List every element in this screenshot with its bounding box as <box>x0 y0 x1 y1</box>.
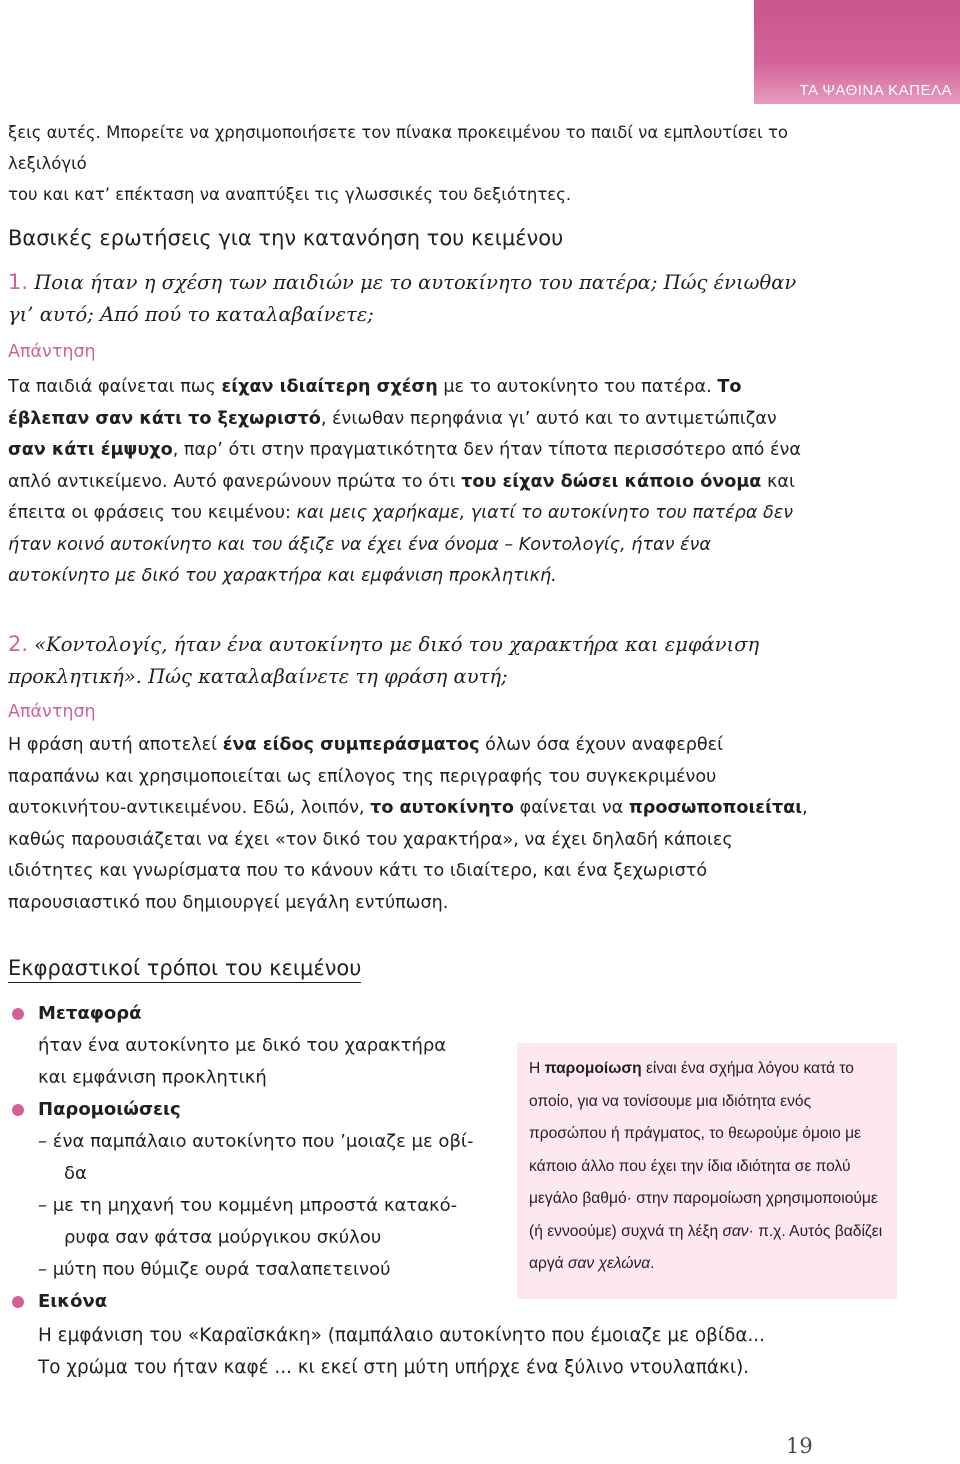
note-italic: σαν <box>722 1222 749 1240</box>
simile-note-box <box>517 1043 897 1299</box>
list-item <box>8 998 508 1030</box>
intro-line-1: ξεις αυτές. Μπορείτε να χρησιμοποιήσετε τον πίνακα προκειμένου το παιδί να εμπλουτίσει το λεξιλόγιό <box>8 123 789 173</box>
note-span: είναι ένα σχήμα λόγου κατά το οποίο, για να τονίσουμε μια ιδιότητα ενός προσώπου ή πράγματος, το θεωρούμε όμοιο με κάποιο άλλο που έχει την ίδια ιδιότητα σε πολύ μεγάλο βαθμό· στην παρομοίωση χρησιμοποιούμε (ή εννοούμε) συχνά τη λέξη <box>529 1060 878 1240</box>
device-line: – μύτη που θύμιζε ουρά τσαλαπετεινού <box>38 1259 391 1280</box>
answer-1-label: Απάντηση <box>8 342 96 362</box>
answer-1-span: , ένιωθαν περηφάνια γι’ αυτό και το αντιμετώπιζαν <box>320 408 777 429</box>
devices-list <box>8 998 508 1318</box>
answer-1-quote: και μεις χαρήκαμε, γιατί το αυτοκίνητο του πατέρα δεν ήταν κοινό αυτοκίνητο και του άξιζε να έχει ένα όνομα – Κοντολογίς, ήταν ένα αυτοκίνητο με δικό του χαρακτήρα και εμφάνιση προκλητική. <box>8 503 794 586</box>
answer-2-span: Η φράση αυτή αποτελεί <box>8 735 223 755</box>
device-line: – με τη μηχανή του κομμένη μπροστά κατακό- <box>38 1195 458 1216</box>
section-heading-devices: Εκφραστικοί τρόποι του κειμένου <box>8 956 361 983</box>
answer-1-span: με το αυτοκίνητο του πατέρα. <box>437 377 718 397</box>
note-span: · π.χ. Αυτός βαδίζει αργά <box>529 1222 883 1272</box>
answer-1-span: Τα παιδιά φαίνεται πως <box>8 377 222 397</box>
question-2-number: 2. <box>8 632 29 656</box>
device-line: – ένα παμπάλαιο αυτοκίνητο που ’μοιαζε με οβί- <box>38 1131 474 1152</box>
intro-line-2: του και κατ’ επέκταση να αναπτύξει τις γλωσσικές του δεξιότητες. <box>8 185 572 204</box>
answer-2-bold: το αυτοκίνητο <box>370 798 514 818</box>
question-2-text: «Κοντολογίς, ήταν ένα αυτοκίνητο με δικό του χαρακτήρα και εμφάνιση προκλητική». Πώς καταλαβαίνετε τη φράση αυτή; <box>8 633 760 688</box>
answer-1-text <box>8 372 818 593</box>
section-heading-questions: Βασικές ερωτήσεις για την κατανόηση του κειμένου <box>8 226 564 250</box>
bullet-icon <box>12 1008 24 1020</box>
section-title: ΤΑ ΨΑΘΙΝΑ ΚΑΠΕΛΑ <box>799 82 952 99</box>
answer-2-bold: προσωποποιείται <box>628 798 803 818</box>
answer-1-span: και έπειτα οι φράσεις του κειμένου: <box>8 471 795 523</box>
answer-1-bold: σαν κάτι έμψυχο <box>8 440 173 460</box>
note-span: Η <box>529 1060 545 1077</box>
device-title-image: Εικόνα <box>38 1291 108 1312</box>
answer-2-bold: ένα είδος συμπεράσματος <box>222 735 480 755</box>
device-title-metaphor: Μεταφορά <box>38 1003 142 1024</box>
question-1 <box>8 266 820 331</box>
answer-1-span: , παρ’ ότι στην πραγματικότητα δεν ήταν τίποτα περισσότερο από ένα απλό αντικείμενο. Αυτό φανερώνουν πρώτα το ότι <box>8 440 801 492</box>
image-description <box>38 1320 938 1384</box>
page-number: 19 <box>786 1434 813 1458</box>
answer-2-text <box>8 730 818 919</box>
answer-2-label: Απάντηση <box>8 702 96 722</box>
note-span: . <box>650 1255 655 1272</box>
device-title-simile: Παρομοιώσεις <box>38 1099 181 1120</box>
bullet-icon <box>12 1296 24 1308</box>
device-line: και εμφάνιση προκλητική <box>38 1067 267 1088</box>
bullet-icon <box>12 1104 24 1116</box>
note-bold: παρομοίωση <box>544 1060 642 1077</box>
device-line: ήταν ένα αυτοκίνητο με δικό του χαρακτήρα <box>38 1035 447 1056</box>
section-tab <box>754 0 960 104</box>
list-item <box>8 1286 508 1318</box>
answer-2-span: όλων όσα έχουν αναφερθεί παραπάνω και χρησιμοποιείται ως επίλογος της περιγραφής του συγκεκριμένου αυτοκινήτου-αντικειμένου. Εδώ, λοιπόν, <box>8 735 724 818</box>
note-italic: σαν χελώνα <box>568 1255 651 1272</box>
device-line: Η εμφάνιση του «Καραϊσκάκη» (παμπάλαιο αυτοκίνητο που έμοιαζε με οβίδα... <box>38 1325 765 1346</box>
device-line: Το χρώμα του ήταν καφέ ... κι εκεί στη μύτη υπήρχε ένα ξύλινο ντουλαπάκι). <box>38 1357 750 1378</box>
question-1-text: Ποια ήταν η σχέση των παιδιών με το αυτοκίνητο του πατέρα; Πώς ένιωθαν γι’ αυτό; Από πού το καταλαβαίνετε; <box>8 271 797 326</box>
answer-1-bold: Το έβλεπαν σαν κάτι το ξεχωριστό <box>8 377 742 429</box>
device-line: δα <box>64 1163 87 1184</box>
device-line: ρυφα σαν φάτσα μούργικου σκύλου <box>64 1227 382 1248</box>
answer-1-bold: είχαν ιδιαίτερη σχέση <box>221 377 438 397</box>
answer-2-span: , καθώς παρουσιάζεται να έχει «τον δικό του χαρακτήρα», να έχει δηλαδή κάποιες ιδιότητες και γνωρίσματα που το κάνουν κάτι το ιδιαίτερο, και ένα ξεχωριστό παρουσιαστικό που δημιουργεί μεγάλη εντύπωση. <box>8 798 808 913</box>
simile-note-text <box>529 1053 889 1281</box>
answer-2-span: φαίνεται να <box>514 798 629 818</box>
list-item <box>8 1094 508 1126</box>
question-2 <box>8 628 820 693</box>
question-1-number: 1. <box>8 270 29 294</box>
answer-1-bold: του είχαν δώσει κάποιο όνομα <box>461 471 762 492</box>
intro-paragraph <box>8 117 818 210</box>
